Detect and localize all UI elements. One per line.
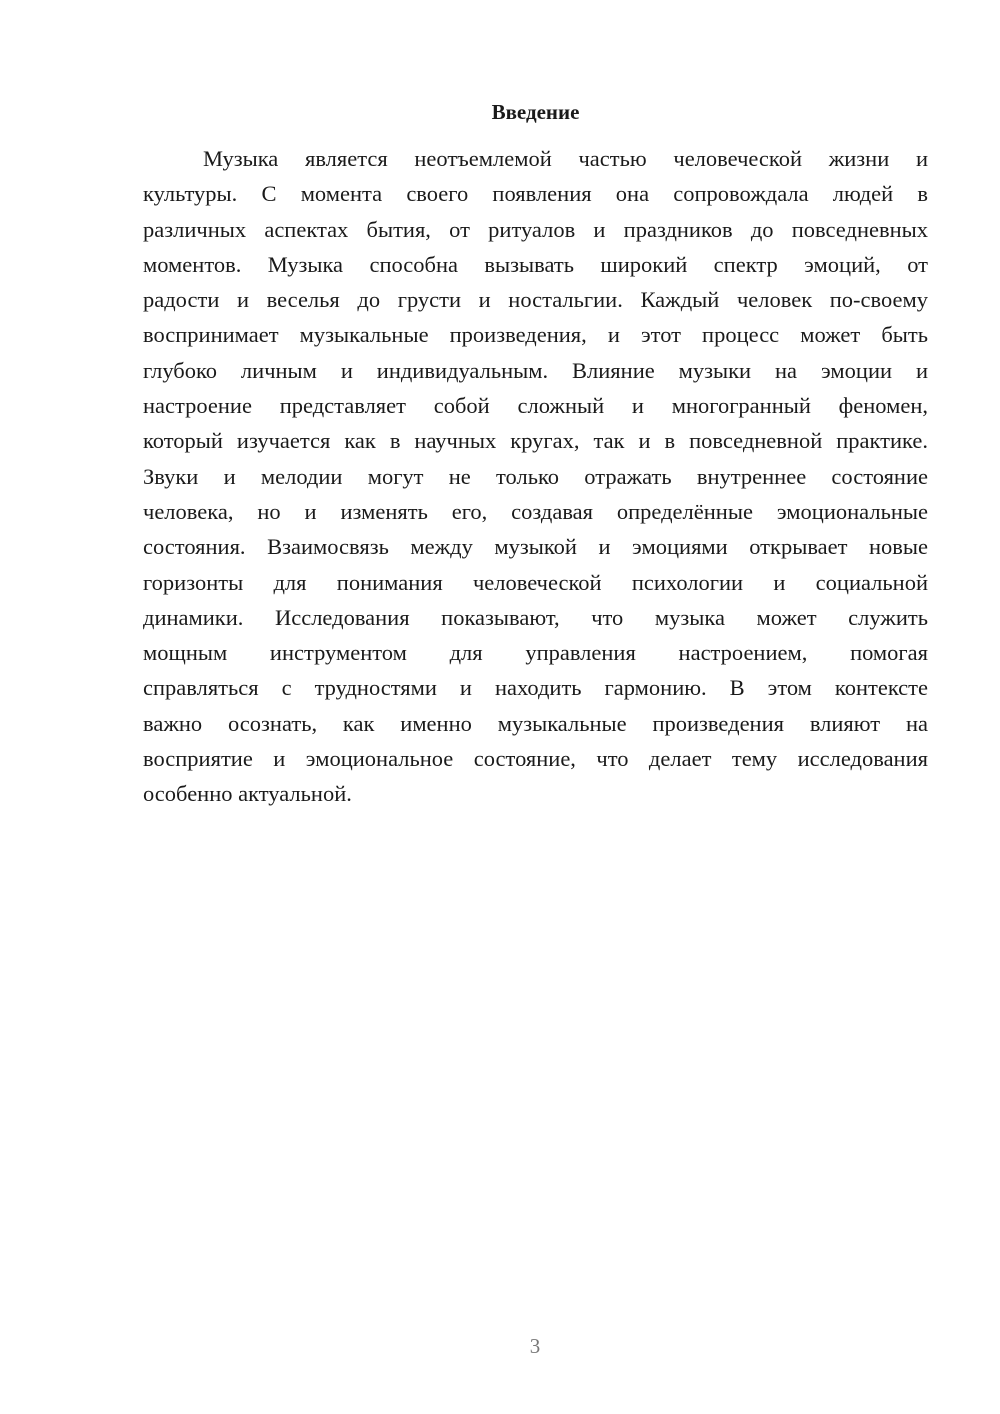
paragraph-line: различных аспектах бытия, от ритуалов и праздников до повседневных	[143, 216, 928, 242]
paragraph-line: настроение представляет собой сложный и многогранный феномен,	[143, 393, 928, 419]
paragraph-line: состояния. Взаимосвязь между музыкой и эмоциями открывает новые	[143, 534, 928, 560]
paragraph-line: восприятие и эмоциональное состояние, что делает тему исследования	[143, 746, 928, 772]
paragraph-line: который изучается как в научных кругах, так и в повседневной практике.	[143, 428, 928, 454]
introduction-paragraph	[143, 141, 928, 812]
paragraph-line: Музыка является неотъемлемой частью человеческой жизни и	[203, 146, 928, 171]
paragraph-line: человека, но и изменять его, создавая определённые эмоциональные	[143, 498, 928, 524]
paragraph-line: моментов. Музыка способна вызывать широкий спектр эмоций, от	[143, 251, 928, 277]
paragraph-line: Звуки и мелодии могут не только отражать внутреннее состояние	[143, 463, 928, 489]
paragraph-line: культуры. С момента своего появления она сопровождала людей в	[143, 181, 928, 207]
section-heading: Введение	[491, 100, 580, 124]
paragraph-line: справляться с трудностями и находить гармонию. В этом контексте	[143, 675, 928, 701]
paragraph-line: мощным инструментом для управления настроением, помогая	[143, 640, 928, 666]
paragraph-line: динамики. Исследования показывают, что музыка может служить	[143, 604, 928, 630]
page-number: 3	[529, 1334, 541, 1358]
paragraph-line: воспринимает музыкальные произведения, и этот процесс может быть	[143, 322, 928, 348]
paragraph-line: глубоко личным и индивидуальным. Влияние музыки на эмоции и	[143, 357, 928, 383]
paragraph-line: важно осознать, как именно музыкальные произведения влияют на	[143, 710, 928, 736]
paragraph-line: радости и веселья до грусти и ностальгии. Каждый человек по-своему	[143, 287, 928, 313]
paragraph-line: особенно актуальной.	[143, 781, 352, 807]
paragraph-line: горизонты для понимания человеческой психологии и социальной	[143, 569, 928, 595]
